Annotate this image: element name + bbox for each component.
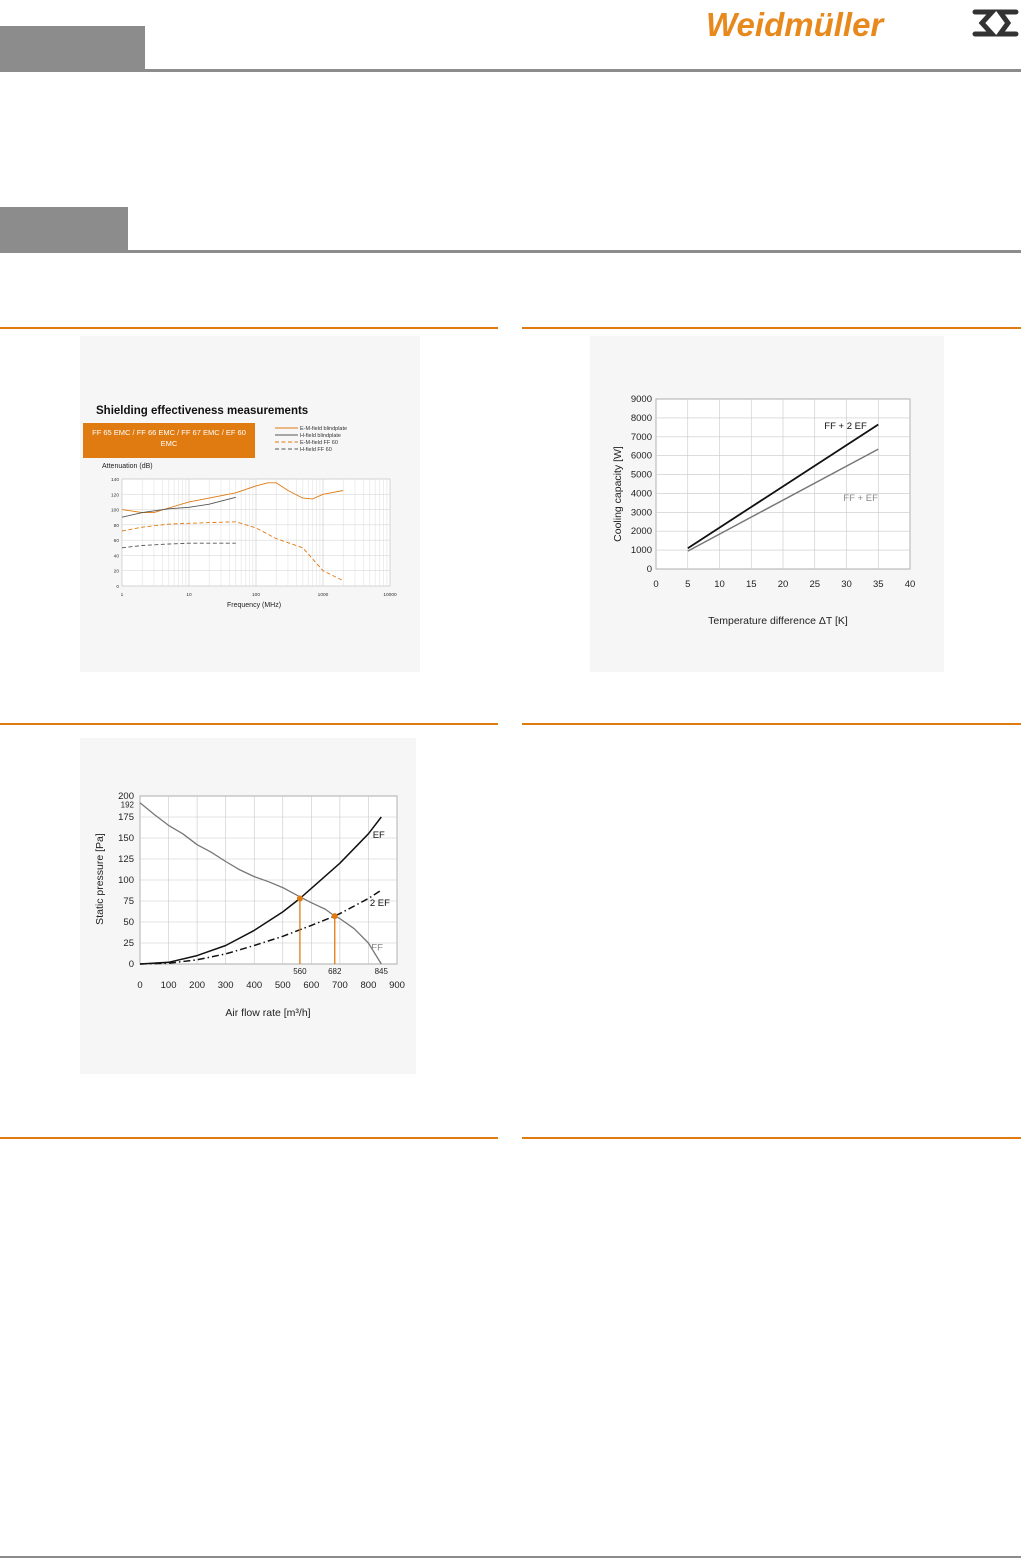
orange-rule-5 bbox=[0, 1137, 498, 1139]
chart3-operating-point bbox=[332, 913, 338, 919]
orange-rule-1 bbox=[0, 327, 498, 329]
chart3-ytick: 25 bbox=[123, 938, 134, 949]
header-rule bbox=[0, 69, 1021, 72]
chart3-ylabel: Static pressure [Pa] bbox=[94, 833, 106, 925]
static-pressure-chart bbox=[80, 738, 416, 1074]
chart3-series-label: FF bbox=[371, 942, 383, 954]
chart1-ytick: 80 bbox=[113, 523, 119, 529]
chart3-operating-point-label: 560 bbox=[293, 967, 307, 976]
chart2-xtick: 40 bbox=[904, 579, 916, 590]
chart3-xtick: 900 bbox=[389, 980, 405, 991]
chart2-ytick: 2000 bbox=[630, 526, 652, 538]
chart1-xtick: 1000 bbox=[317, 593, 329, 598]
chart2-ylabel: Cooling capacity [W] bbox=[612, 446, 624, 542]
logo-mark-icon bbox=[975, 12, 1016, 34]
chart1-ytick: 0 bbox=[116, 585, 119, 590]
chart3-ytick: 150 bbox=[118, 833, 134, 844]
chart3-xlabel: Air flow rate [m³/h] bbox=[225, 1007, 311, 1019]
chart1-xtick: 1 bbox=[120, 593, 124, 598]
chart3-ytick: 125 bbox=[118, 854, 134, 865]
chart1-ytick: 60 bbox=[113, 539, 119, 545]
chart3-xtick: 400 bbox=[246, 980, 263, 991]
chart3-operating-point bbox=[297, 895, 303, 901]
chart1-ytick: 20 bbox=[113, 569, 119, 575]
chart2-xtick: 35 bbox=[872, 579, 884, 590]
section-rule bbox=[0, 250, 1021, 253]
chart1-xtick: 100 bbox=[251, 593, 261, 598]
chart1-ytick: 100 bbox=[110, 508, 119, 514]
chart1-ylabel: Attenuation (dB) bbox=[102, 463, 153, 470]
chart2-ytick: 6000 bbox=[630, 450, 652, 462]
chart1-ytick: 120 bbox=[110, 493, 119, 499]
chart2-xtick: 20 bbox=[777, 579, 789, 590]
chart1-title: Shielding effectiveness measurements bbox=[96, 405, 309, 417]
header-tab bbox=[0, 26, 145, 69]
cooling-capacity-chart bbox=[590, 336, 944, 672]
chart2-xtick: 30 bbox=[841, 579, 852, 590]
chart2-ytick: 7000 bbox=[630, 431, 652, 443]
chart1-xtick: 10 bbox=[186, 593, 192, 598]
chart3-free-flow-label: 845 bbox=[374, 967, 388, 976]
chart3-xtick: 300 bbox=[217, 980, 234, 991]
chart3-ytick: 50 bbox=[123, 917, 134, 928]
chart3-xtick: 700 bbox=[331, 980, 348, 991]
chart1-legend-label: E-M-field blindplate bbox=[300, 426, 348, 432]
chart2-ytick: 5000 bbox=[630, 469, 652, 481]
chart3-xtick: 100 bbox=[160, 980, 177, 991]
chart1-subtitle: FF 65 EMC / FF 66 EMC / FF 67 EMC / EF 60 EMC bbox=[92, 428, 246, 448]
chart1-legend-label: H-field blindplate bbox=[300, 433, 341, 439]
chart1-legend-label: E-M-field FF 60 bbox=[300, 440, 338, 446]
chart3-ytick: 0 bbox=[128, 959, 134, 970]
chart1-xtick: 10000 bbox=[383, 593, 397, 598]
orange-rule-2 bbox=[522, 327, 1021, 329]
chart3-xtick: 500 bbox=[274, 980, 291, 991]
footer-rule bbox=[0, 1556, 1021, 1558]
chart2-xtick: 5 bbox=[685, 579, 691, 590]
orange-rule-6 bbox=[522, 1137, 1021, 1139]
chart3-ytick: 100 bbox=[118, 875, 134, 886]
chart3-xtick: 600 bbox=[303, 980, 320, 991]
shielding-chart bbox=[80, 336, 420, 672]
chart3-series-label: 2 EF bbox=[369, 898, 390, 910]
chart3-xtick: 0 bbox=[137, 980, 143, 991]
logo-wordmark: Weidmüller bbox=[706, 6, 884, 43]
chart2-ytick: 9000 bbox=[630, 394, 652, 405]
weidmuller-logo bbox=[700, 2, 1020, 46]
chart2-ytick: 0 bbox=[646, 564, 652, 575]
chart2-xtick: 10 bbox=[714, 579, 725, 590]
chart3-ytick: 200 bbox=[118, 791, 134, 802]
chart3-xtick: 800 bbox=[360, 980, 377, 991]
chart2-ytick: 1000 bbox=[630, 545, 652, 557]
chart2-xtick: 15 bbox=[745, 579, 757, 590]
chart3-max-pressure-label: 192 bbox=[120, 800, 134, 810]
chart1-ytick: 40 bbox=[113, 554, 119, 560]
chart3-operating-point-label: 682 bbox=[328, 967, 342, 976]
orange-rule-3 bbox=[0, 723, 498, 725]
chart3-ytick: 175 bbox=[118, 812, 134, 823]
section-tab bbox=[0, 207, 128, 250]
chart2-ytick: 4000 bbox=[630, 488, 652, 500]
chart2-series-label: FF + 2 EF bbox=[824, 421, 867, 433]
chart3-ytick: 75 bbox=[123, 896, 134, 907]
chart1-ytick: 140 bbox=[110, 478, 119, 483]
chart2-ytick: 8000 bbox=[630, 412, 652, 424]
chart1-legend-label: H-field FF 60 bbox=[300, 447, 332, 453]
chart2-xtick: 0 bbox=[653, 579, 659, 590]
chart1-xlabel: Frequency (MHz) bbox=[227, 602, 282, 609]
chart2-ytick: 3000 bbox=[630, 507, 652, 519]
chart2-xlabel: Temperature difference ΔT [K] bbox=[708, 615, 848, 627]
chart3-xtick: 200 bbox=[189, 980, 206, 991]
chart2-series-label: FF + EF bbox=[843, 493, 878, 504]
chart2-xtick: 25 bbox=[809, 579, 821, 590]
orange-rule-4 bbox=[522, 723, 1021, 725]
chart3-series-label: EF bbox=[372, 830, 385, 841]
